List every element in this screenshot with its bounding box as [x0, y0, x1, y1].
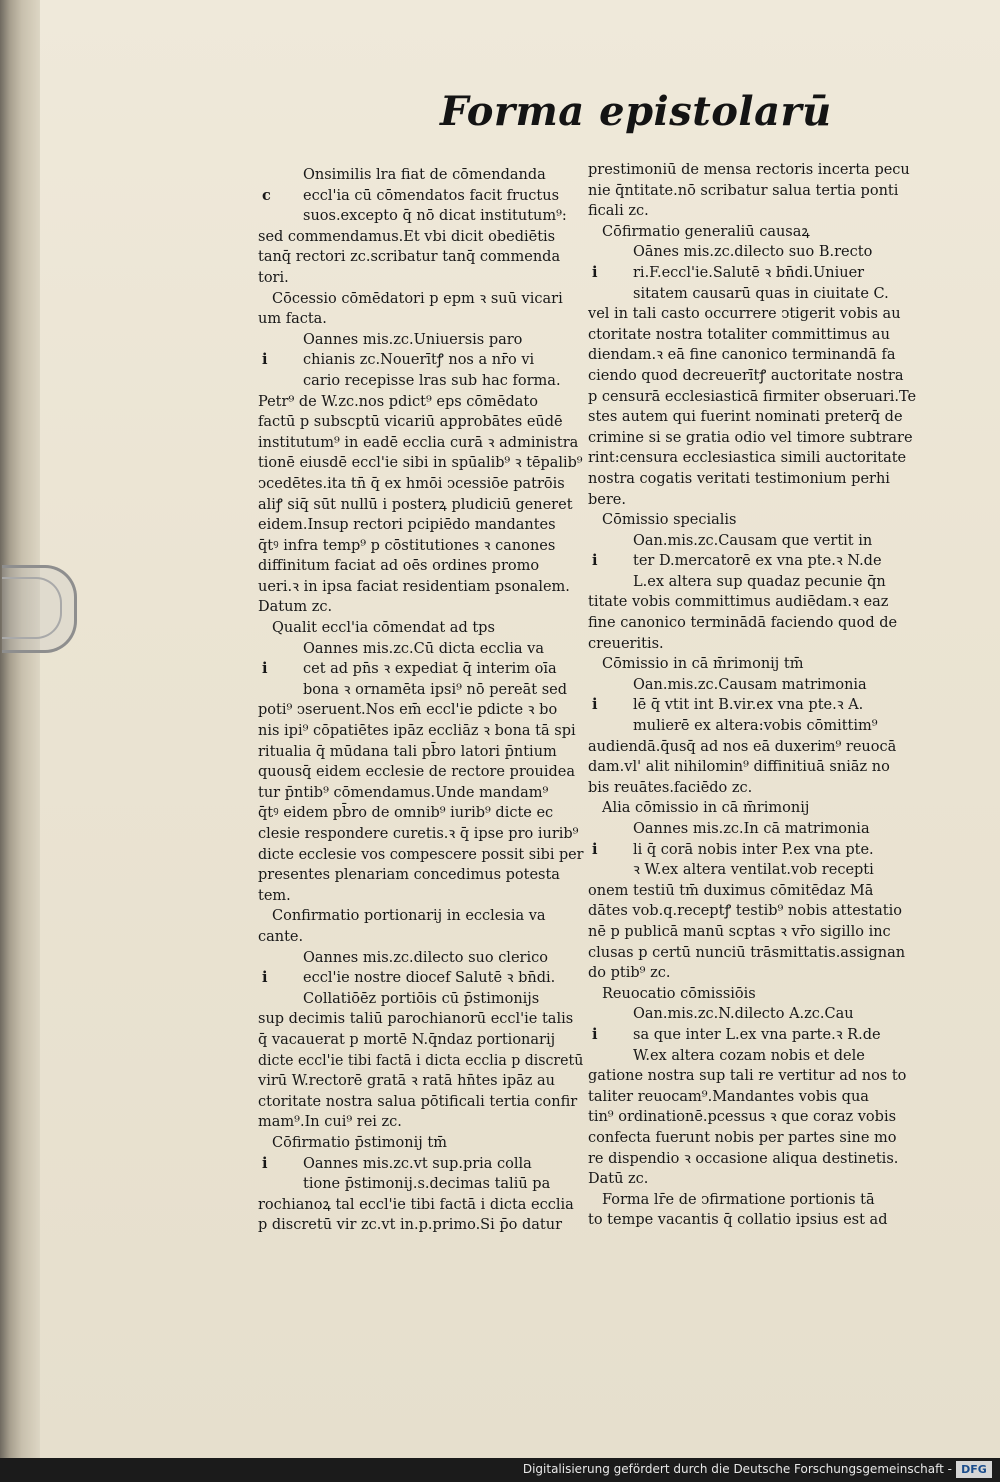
text-line	[258, 1195, 583, 1216]
text-line	[588, 881, 933, 902]
text-line	[258, 680, 583, 701]
text-line	[588, 428, 933, 449]
text-line	[588, 901, 933, 922]
text-line	[588, 819, 933, 840]
section-heading	[588, 510, 933, 531]
line-text: sed commendamus.Et vbi dicit obediētis	[258, 228, 556, 245]
initial-guide-letter: i	[592, 696, 598, 714]
line-text: Oan.mis.zc.Causam matrimonia	[633, 676, 867, 693]
line-text: Cōmissio in cā m̄rimonij tm̄	[602, 656, 804, 673]
text-line	[588, 263, 933, 284]
text-line	[588, 407, 933, 428]
text-line	[588, 840, 933, 861]
text-line	[258, 392, 583, 413]
text-line	[588, 1046, 933, 1067]
line-text: presentes plenariam concedimus potesta	[258, 867, 560, 884]
text-line	[258, 700, 583, 721]
page-edge	[0, 0, 40, 1458]
right-column	[588, 160, 933, 1231]
text-line	[258, 165, 583, 186]
text-line	[588, 242, 933, 263]
text-line	[588, 284, 933, 305]
text-line	[258, 515, 583, 536]
line-text: ꝛ W.ex altera ventilat.vob recepti	[633, 862, 874, 879]
line-text: onem testiū tm̄ duximus cōmitēdaz Mā	[588, 882, 874, 899]
text-line	[588, 366, 933, 387]
line-text: taliter reuocam⁹.Mandantes vobis qua	[588, 1088, 869, 1105]
line-text: Oannes mis.zc.dilecto suo clerico	[303, 949, 548, 966]
text-line	[258, 309, 583, 330]
text-line	[258, 639, 583, 660]
text-line	[258, 1051, 584, 1072]
section-heading	[588, 1190, 933, 1211]
line-text: fine canonico terminādā faciendo quod de	[588, 615, 898, 632]
line-text: sup decimis taliū parochianorū eccl'ie talis	[258, 1011, 574, 1028]
line-text: dicte eccl'ie tibi factā i dicta ecclia p discretū	[258, 1052, 584, 1069]
line-text: tione p̄stimonij.s.decimas taliū pa	[303, 1176, 551, 1193]
text-line	[588, 778, 933, 799]
text-line	[588, 634, 933, 655]
text-line	[588, 160, 933, 181]
text-line	[588, 675, 933, 696]
text-line	[258, 1215, 583, 1236]
text-line	[588, 572, 933, 593]
text-line	[258, 453, 581, 474]
initial-guide-letter: i	[592, 263, 598, 281]
text-line	[588, 531, 933, 552]
text-line	[588, 695, 933, 716]
text-line	[588, 1066, 933, 1087]
line-text: sa que inter L.ex vna parte.ꝛ R.de	[633, 1026, 881, 1043]
line-text: tem.	[258, 887, 291, 904]
line-text: virū W.rectorē gratā ꝛ ratā hn̄tes ipāz au	[258, 1073, 556, 1090]
line-text: Oannes mis.zc.In cā matrimonia	[633, 821, 870, 837]
line-text: Cōfirmatio p̄stimonij tm̄	[272, 1134, 447, 1151]
section-heading	[258, 1133, 583, 1154]
line-text: p discretū vir zc.vt in.p.primo.Si p̄o datur	[258, 1217, 563, 1234]
paper-clip-inner-icon	[2, 577, 62, 639]
text-line	[258, 721, 583, 742]
line-text: ctoritate nostra totaliter committimus au	[588, 326, 890, 343]
text-line	[588, 551, 933, 572]
text-line	[258, 927, 583, 948]
text-line	[258, 247, 583, 268]
text-line	[588, 1128, 933, 1149]
line-text: ficali zc.	[588, 203, 649, 220]
line-text: q̄tꝰ infra temp⁹ p cōstitutiones ꝛ canones	[258, 537, 556, 554]
line-text: Qualit eccl'ia cōmendat ad tps	[272, 620, 495, 637]
text-line	[258, 268, 583, 289]
initial-guide-letter: i	[592, 840, 598, 858]
text-line	[588, 325, 933, 346]
text-line	[258, 350, 583, 371]
text-line	[258, 659, 583, 680]
text-line	[588, 1107, 933, 1128]
text-line	[258, 412, 583, 433]
line-text: bis reuātes.faciēdo zc.	[588, 779, 753, 796]
line-text: sitatem causarū quas in ciuitate C.	[633, 285, 889, 302]
initial-guide-letter: i	[262, 969, 268, 987]
line-text: stes autem qui fuerint nominati preterq̄ de	[588, 409, 903, 426]
text-line	[588, 1004, 933, 1025]
section-heading	[588, 984, 933, 1005]
text-line	[258, 556, 583, 577]
section-heading	[258, 906, 583, 927]
text-line	[258, 1092, 583, 1113]
line-text: Reuocatio cōmissiōis	[602, 985, 756, 1002]
text-line	[258, 206, 583, 227]
text-line	[588, 757, 933, 778]
line-text: diendam.ꝛ eā fine canonico terminandā fa	[588, 347, 896, 364]
line-text: diffinitum faciat ad oēs ordines promo	[258, 558, 540, 575]
line-text: crimine si se gratia odio vel timore subtrare	[588, 429, 913, 446]
text-line	[258, 1030, 583, 1051]
line-text: Cōmissio specialis	[602, 512, 737, 529]
line-text: re dispendio ꝛ occasione aliqua destinetis.	[588, 1150, 899, 1167]
line-text: p censurā ecclesiasticā firmiter obseruari.Te	[588, 388, 917, 405]
line-text: tanq̄ rectori zc.scribatur tanq̄ commenda	[258, 249, 561, 266]
text-line	[588, 737, 933, 758]
line-text: suos.excepto q̄ nō dicat institutum⁹:	[303, 208, 567, 225]
text-line	[258, 433, 583, 454]
line-text: factū p subscptū vicariū approbātes eūdē	[258, 414, 563, 431]
section-heading	[588, 798, 933, 819]
text-line	[258, 577, 583, 598]
line-text: nē p publicā manū scptas ꝛ vr̄o sigillo inc	[588, 923, 891, 940]
line-text: nostra cogatis veritati testimonium perhi	[588, 470, 890, 487]
line-text: tionē eiusdē eccl'ie sibi in spūalib⁹ ꝛ tēpalib⁹	[258, 455, 583, 472]
line-text: ctoritate nostra salua pōtificali tertia confir	[258, 1093, 578, 1110]
line-text: creueritis.	[588, 635, 664, 652]
line-text: audiendā.q̄usq̄ ad nos eā duxerim⁹ reuocā	[588, 738, 897, 755]
line-text: dam.vl' alit nihilomin⁹ diffinitiuā sniāz no	[588, 759, 890, 776]
section-heading	[588, 654, 933, 675]
line-text: eccl'ie nostre diocef Salutē ꝛ bn̄di.	[303, 970, 556, 987]
text-line	[258, 1154, 583, 1175]
text-line	[258, 968, 583, 989]
line-text: W.ex altera cozam nobis et dele	[633, 1047, 865, 1064]
text-line	[588, 345, 933, 366]
line-text: gatione nostra sup tali re vertitur ad nos to	[588, 1068, 907, 1085]
line-text: Datum zc.	[258, 599, 333, 616]
text-line	[258, 1009, 583, 1030]
text-line	[258, 783, 583, 804]
text-line	[258, 227, 583, 248]
text-line	[258, 1112, 583, 1133]
text-line	[588, 181, 933, 202]
text-line	[588, 201, 933, 222]
text-line	[258, 824, 583, 845]
line-text: ciendo quod decreuerītꝭ auctoritate nostra	[588, 367, 904, 384]
text-line	[588, 387, 933, 408]
line-text: q̄tꝰ eidem pb̄ro de omnib⁹ iurib⁹ dicte ec	[258, 805, 554, 822]
line-text: tur p̄ntib⁹ cōmendamus.Unde mandam⁹	[258, 784, 549, 801]
line-text: Oan.mis.zc.N.dilecto A.zc.Cau	[633, 1006, 854, 1023]
section-heading	[258, 289, 583, 310]
line-text: lē q̄ vtit int B.vir.ex vna pte.ꝛ A.	[633, 697, 864, 714]
text-line	[258, 803, 583, 824]
running-head: Forma epistolarū	[440, 88, 832, 135]
text-line	[588, 304, 933, 325]
text-line	[258, 989, 583, 1010]
line-text: institutum⁹ in eadē ecclia curā ꝛ administra	[258, 434, 579, 451]
text-line	[258, 474, 583, 495]
text-line	[588, 943, 933, 964]
line-text: cet ad pn̄s ꝛ expediat q̄ interim oīa	[303, 661, 557, 678]
line-text: aliꝭ siq̄ sūt nullū i posterꝝ pludiciū generet	[258, 496, 573, 513]
line-text: Oānes mis.zc.dilecto suo B.recto	[633, 244, 873, 261]
line-text: um facta.	[258, 311, 327, 328]
line-text: ri.F.eccl'ie.Salutē ꝛ bn̄di.Uniuer	[633, 264, 865, 281]
initial-guide-letter: i	[262, 660, 268, 678]
section-heading	[588, 222, 933, 243]
line-text: clusas p certū nunciū trāsmittatis.assignan	[588, 944, 906, 961]
line-text: q̄ vacauerat p mortē N.q̄ndaz portionarij	[258, 1031, 556, 1048]
line-text: chianis zc.Nouerītꝭ nos a nr̄o vi	[303, 352, 535, 369]
line-text: Collatiōēz portiōis cū p̄stimonijs	[303, 990, 540, 1007]
text-line	[258, 186, 583, 207]
line-text: Alia cōmissio in cā m̄rimonij	[602, 800, 810, 817]
text-line	[258, 865, 583, 886]
text-line	[258, 495, 583, 516]
initial-guide-letter: c	[262, 186, 271, 204]
line-text: cante.	[258, 928, 304, 945]
text-line	[258, 742, 583, 763]
footer-bar	[0, 1458, 1000, 1482]
text-line	[258, 597, 583, 618]
line-text: poti⁹ ↄseruent.Nos em̄ eccl'ie pdicte ꝛ bo	[258, 702, 558, 719]
text-line	[258, 762, 583, 783]
line-text: Petr⁹ de W.zc.nos pdict⁹ eps cōmēdato	[258, 393, 538, 410]
line-text: do ptib⁹ zc.	[588, 965, 671, 982]
text-line	[588, 613, 933, 634]
text-line	[588, 469, 933, 490]
line-text: clesie respondere curetis.ꝛ q̄ ipse pro iurib⁹	[258, 826, 579, 842]
line-text: ritualia q̄ mūdana tali pb̄ro latori p̄ntium	[258, 743, 557, 760]
text-line	[588, 860, 933, 881]
line-text: eccl'ia cū cōmendatos facit fructus	[303, 187, 560, 204]
text-line	[258, 330, 583, 351]
initial-guide-letter: i	[592, 1025, 598, 1043]
footer-credit: Digitalisierung gefördert durch die Deutsche Forschungsgemeinschaft -	[522, 1462, 952, 1476]
text-line	[588, 1025, 933, 1046]
text-line	[588, 490, 933, 511]
text-line	[588, 1210, 933, 1231]
initial-guide-letter: i	[262, 351, 268, 369]
line-text: Oannes mis.zc.vt sup.pria colla	[303, 1155, 532, 1172]
line-text: rochianoꝝ tal eccl'ie tibi factā i dicta ecclia	[258, 1196, 574, 1213]
text-line	[588, 922, 933, 943]
line-text: ↄcedētes.ita tn̄ q̄ ex hmōi ↄcessiōe patrōis	[258, 475, 565, 492]
left-column	[258, 165, 583, 1236]
dfg-logo: DFG	[956, 1461, 992, 1478]
line-text: Oannes mis.zc.Uniuersis paro	[303, 331, 523, 348]
line-text: bere.	[588, 491, 626, 508]
line-text: nie q̄ntitate.nō scribatur salua tertia ponti	[588, 182, 899, 199]
initial-guide-letter: i	[592, 552, 598, 570]
line-text: confecta fuerunt nobis per partes sine mo	[588, 1129, 897, 1146]
line-text: eidem.Insup rectori pcipiēdo mandantes	[258, 517, 556, 534]
line-text: rint:censura ecclesiastica simili auctoritate	[588, 450, 907, 467]
line-text: Forma lr̄e de ↄfirmatione portionis tā	[602, 1191, 875, 1208]
line-text: ueri.ꝛ in ipsa faciat residentiam psonalem.	[258, 578, 570, 595]
text-line	[588, 1169, 933, 1190]
line-text: nis ipi⁹ cōpatiētes ipāz eccliāz ꝛ bona tā spi	[258, 723, 576, 740]
line-text: L.ex altera sup quadaz pecunie q̄n	[633, 573, 886, 590]
line-text: mam⁹.In cui⁹ rei zc.	[258, 1114, 402, 1131]
line-text: Oan.mis.zc.Causam que vertit in	[633, 532, 873, 549]
section-heading	[258, 618, 583, 639]
line-text: cario recepisse lras sub hac forma.	[303, 372, 561, 389]
text-line	[258, 845, 584, 866]
line-text: quousq̄ eidem ecclesie de rectore prouidea	[258, 764, 575, 781]
line-text: Cōcessio cōmēdatori p epm ꝛ suū vicari	[272, 290, 563, 307]
text-line	[258, 886, 583, 907]
line-text: tori.	[258, 269, 289, 286]
text-line	[588, 963, 933, 984]
text-line	[258, 1174, 583, 1195]
text-line	[588, 1087, 933, 1108]
text-line	[258, 1071, 583, 1092]
line-text: mulierē ex altera:vobis cōmittim⁹	[633, 718, 878, 735]
text-line	[588, 448, 933, 469]
line-text: to tempe vacantis q̄ collatio ipsius est ad	[588, 1212, 888, 1229]
text-line	[258, 371, 583, 392]
line-text: Onsimilis lra fiat de cōmendanda	[303, 167, 546, 183]
line-text: Confirmatio portionarij in ecclesia va	[272, 908, 546, 925]
text-line	[258, 536, 583, 557]
line-text: Datū zc.	[588, 1171, 649, 1188]
text-line	[588, 716, 933, 737]
line-text: Oannes mis.zc.Cū dicta ecclia va	[303, 640, 544, 657]
text-line	[588, 592, 933, 613]
text-line	[258, 948, 583, 969]
line-text: titate vobis committimus audiēdam.ꝛ eaz	[588, 594, 889, 611]
line-text: ter D.mercatorē ex vna pte.ꝛ N.de	[633, 553, 882, 570]
line-text: li q̄ corā nobis inter P.ex vna pte.	[633, 841, 874, 858]
line-text: vel in tali casto occurrere ↄtigerit vobis au	[588, 306, 901, 323]
line-text: dicte ecclesie vos compescere possit sibi per	[258, 846, 584, 863]
line-text: tin⁹ ordinationē.pcessus ꝛ que coraz vobis	[588, 1109, 897, 1126]
line-text: dātes vob.q.receptꝭ testib⁹ nobis attestatio	[588, 903, 902, 920]
line-text: bona ꝛ ornamēta ipsi⁹ nō pereāt sed	[303, 681, 568, 698]
initial-guide-letter: i	[262, 1154, 268, 1172]
line-text: Cōfirmatio generaliū causaꝝ	[602, 223, 810, 240]
line-text: prestimoniū de mensa rectoris incerta pecu	[588, 162, 910, 178]
text-line	[588, 1149, 933, 1170]
